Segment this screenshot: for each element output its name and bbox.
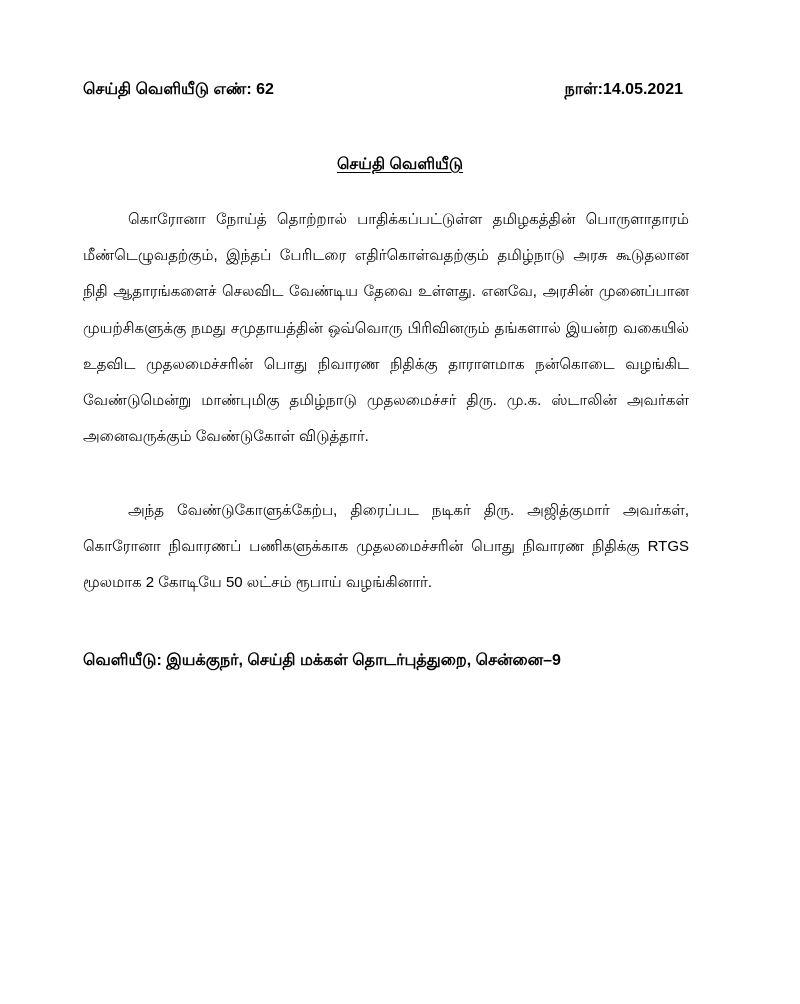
- document-title-container: [0, 155, 800, 175]
- paragraph-1: கொரோனா நோய்த் தொற்றால் பாதிக்கப்பட்டுள்ள தமிழகத்தின் பொருளாதாரம் மீண்டெழுவதற்கும், இந்தப் பேரிடரை எதிர்கொள்வதற்கும் தமிழ்நாடு அரசு கூடுதலான நிதி ஆதாரங்களைச் செலவிட வேண்டிய தேவை உள்ளது. எனவே, அரசின் முனைப்பான முயற்சிகளுக்கு நமது சமுதாயத்தின் ஒவ்வொரு பிரிவினரும் தங்களால் இயன்ற வகையில் உதவிட முதலமைச்சரின் பொது நிவாரண நிதிக்கு தாராளமாக நன்கொடை வழங்கிட வேண்டுமென்று மாண்புமிகு தமிழ்நாடு முதலமைச்சர் திரு. மு.க. ஸ்டாலின் அவர்கள் அனைவருக்கும் வேண்டுகோள் விடுத்தார்.: [83, 211, 689, 446]
- paragraph-2: அந்த வேண்டுகோளுக்கேற்ப, திரைப்பட நடிகர் திரு. அஜித்குமார் அவர்கள், கொரோனா நிவாரணப் பணிகளுக்காக முதலமைச்சரின் பொது நிவாரண நிதிக்கு RTGS மூலமாக 2 கோடியே 50 லட்சம் ரூபாய் வழங்கினார்.: [83, 502, 689, 592]
- issuer-footer: வெளியீடு: இயக்குநர், செய்தி மக்கள் தொடர்புத்துறை, சென்னை–9: [83, 652, 561, 669]
- document-title: செய்தி வெளியீடு: [336, 156, 464, 173]
- header-row: [83, 78, 683, 102]
- release-number: செய்தி வெளியீடு எண்: 62: [83, 81, 274, 98]
- release-date: நாள்:14.05.2021: [564, 81, 683, 98]
